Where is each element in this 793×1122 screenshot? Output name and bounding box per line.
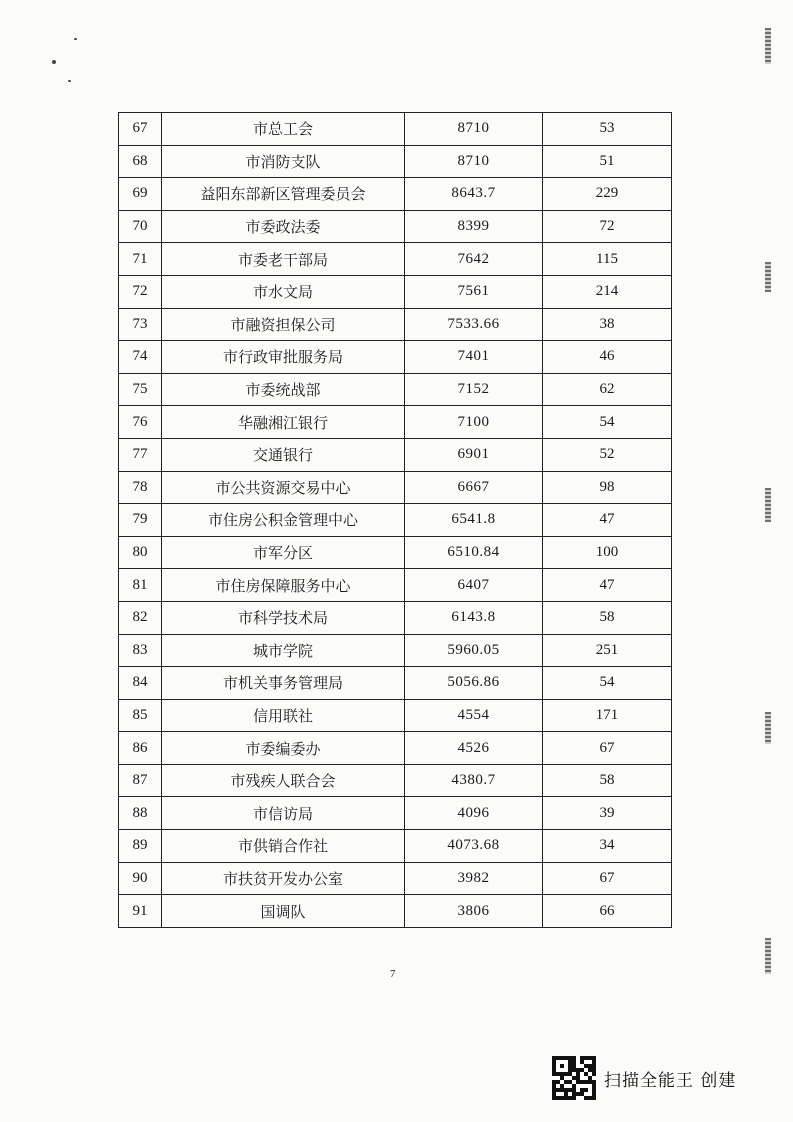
count-cell: 67 xyxy=(543,862,672,895)
table-row xyxy=(119,243,672,276)
unit-name-cell: 市委统战部 xyxy=(162,373,405,406)
row-number-cell: 73 xyxy=(119,308,162,341)
table-row xyxy=(119,764,672,797)
row-number-cell: 77 xyxy=(119,438,162,471)
amount-cell: 6143.8 xyxy=(405,601,543,634)
amount-cell: 4096 xyxy=(405,797,543,830)
row-number-cell: 84 xyxy=(119,667,162,700)
amount-cell: 4526 xyxy=(405,732,543,765)
row-number-cell: 76 xyxy=(119,406,162,439)
table-row xyxy=(119,406,672,439)
unit-name-cell: 市融资担保公司 xyxy=(162,308,405,341)
unit-name-cell: 市信访局 xyxy=(162,797,405,830)
amount-cell: 6541.8 xyxy=(405,504,543,537)
unit-name-cell: 市住房保障服务中心 xyxy=(162,569,405,602)
table-row xyxy=(119,667,672,700)
data-table xyxy=(118,112,672,928)
scan-edge-mark xyxy=(765,262,771,292)
qr-code-icon xyxy=(552,1056,596,1100)
table-row xyxy=(119,797,672,830)
scan-edge-mark xyxy=(765,28,771,64)
unit-name-cell: 城市学院 xyxy=(162,634,405,667)
row-number-cell: 78 xyxy=(119,471,162,504)
amount-cell: 3982 xyxy=(405,862,543,895)
amount-cell: 8710 xyxy=(405,113,543,146)
count-cell: 58 xyxy=(543,601,672,634)
table-row xyxy=(119,178,672,211)
count-cell: 46 xyxy=(543,341,672,374)
unit-name-cell: 益阳东部新区管理委员会 xyxy=(162,178,405,211)
unit-name-cell: 市科学技术局 xyxy=(162,601,405,634)
count-cell: 214 xyxy=(543,275,672,308)
row-number-cell: 70 xyxy=(119,210,162,243)
scan-speck xyxy=(68,80,71,82)
unit-name-cell: 市供销合作社 xyxy=(162,830,405,863)
count-cell: 66 xyxy=(543,895,672,928)
count-cell: 39 xyxy=(543,797,672,830)
unit-name-cell: 信用联社 xyxy=(162,699,405,732)
unit-name-cell: 市委老干部局 xyxy=(162,243,405,276)
unit-name-cell: 市行政审批服务局 xyxy=(162,341,405,374)
scan-edge-mark xyxy=(765,488,771,522)
table-row xyxy=(119,145,672,178)
row-number-cell: 71 xyxy=(119,243,162,276)
amount-cell: 7100 xyxy=(405,406,543,439)
row-number-cell: 85 xyxy=(119,699,162,732)
table-row xyxy=(119,699,672,732)
unit-name-cell: 市扶贫开发办公室 xyxy=(162,862,405,895)
count-cell: 251 xyxy=(543,634,672,667)
footer-watermark xyxy=(552,1056,736,1100)
unit-name-cell: 市军分区 xyxy=(162,536,405,569)
unit-name-cell: 市委编委办 xyxy=(162,732,405,765)
table-row xyxy=(119,308,672,341)
scan-speck xyxy=(74,38,77,40)
unit-name-cell: 市消防支队 xyxy=(162,145,405,178)
table-row xyxy=(119,210,672,243)
unit-name-cell: 市水文局 xyxy=(162,275,405,308)
table-row xyxy=(119,438,672,471)
unit-name-cell: 市残疾人联合会 xyxy=(162,764,405,797)
table-row xyxy=(119,275,672,308)
table-row xyxy=(119,634,672,667)
row-number-cell: 67 xyxy=(119,113,162,146)
unit-name-cell: 市住房公积金管理中心 xyxy=(162,504,405,537)
count-cell: 51 xyxy=(543,145,672,178)
amount-cell: 4380.7 xyxy=(405,764,543,797)
amount-cell: 7561 xyxy=(405,275,543,308)
amount-cell: 8399 xyxy=(405,210,543,243)
row-number-cell: 91 xyxy=(119,895,162,928)
count-cell: 47 xyxy=(543,504,672,537)
footer-text: 扫描全能王 创建 xyxy=(604,1070,737,1091)
row-number-cell: 81 xyxy=(119,569,162,602)
table-row xyxy=(119,732,672,765)
amount-cell: 8643.7 xyxy=(405,178,543,211)
row-number-cell: 68 xyxy=(119,145,162,178)
row-number-cell: 72 xyxy=(119,275,162,308)
amount-cell: 7401 xyxy=(405,341,543,374)
count-cell: 52 xyxy=(543,438,672,471)
table-row xyxy=(119,830,672,863)
amount-cell: 7152 xyxy=(405,373,543,406)
row-number-cell: 87 xyxy=(119,764,162,797)
count-cell: 54 xyxy=(543,667,672,700)
row-number-cell: 88 xyxy=(119,797,162,830)
scan-edge-mark xyxy=(765,938,771,974)
amount-cell: 8710 xyxy=(405,145,543,178)
amount-cell: 6667 xyxy=(405,471,543,504)
table-row xyxy=(119,373,672,406)
amount-cell: 6510.84 xyxy=(405,536,543,569)
table-row xyxy=(119,601,672,634)
count-cell: 62 xyxy=(543,373,672,406)
count-cell: 171 xyxy=(543,699,672,732)
table-row xyxy=(119,113,672,146)
row-number-cell: 69 xyxy=(119,178,162,211)
scan-speck xyxy=(52,60,56,64)
count-cell: 115 xyxy=(543,243,672,276)
amount-cell: 7533.66 xyxy=(405,308,543,341)
table-row xyxy=(119,341,672,374)
unit-name-cell: 市公共资源交易中心 xyxy=(162,471,405,504)
count-cell: 54 xyxy=(543,406,672,439)
count-cell: 38 xyxy=(543,308,672,341)
count-cell: 47 xyxy=(543,569,672,602)
count-cell: 229 xyxy=(543,178,672,211)
table-row xyxy=(119,471,672,504)
row-number-cell: 79 xyxy=(119,504,162,537)
table-body xyxy=(119,113,672,928)
amount-cell: 4554 xyxy=(405,699,543,732)
count-cell: 34 xyxy=(543,830,672,863)
row-number-cell: 90 xyxy=(119,862,162,895)
unit-name-cell: 市机关事务管理局 xyxy=(162,667,405,700)
row-number-cell: 83 xyxy=(119,634,162,667)
unit-name-cell: 交通银行 xyxy=(162,438,405,471)
row-number-cell: 80 xyxy=(119,536,162,569)
count-cell: 53 xyxy=(543,113,672,146)
table-row xyxy=(119,504,672,537)
count-cell: 67 xyxy=(543,732,672,765)
table-row xyxy=(119,536,672,569)
table-row xyxy=(119,569,672,602)
page-number: 7 xyxy=(390,968,396,980)
row-number-cell: 82 xyxy=(119,601,162,634)
count-cell: 72 xyxy=(543,210,672,243)
amount-cell: 5960.05 xyxy=(405,634,543,667)
table-row xyxy=(119,862,672,895)
count-cell: 58 xyxy=(543,764,672,797)
amount-cell: 7642 xyxy=(405,243,543,276)
amount-cell: 3806 xyxy=(405,895,543,928)
amount-cell: 6901 xyxy=(405,438,543,471)
amount-cell: 5056.86 xyxy=(405,667,543,700)
count-cell: 98 xyxy=(543,471,672,504)
unit-name-cell: 市总工会 xyxy=(162,113,405,146)
row-number-cell: 89 xyxy=(119,830,162,863)
table-row xyxy=(119,895,672,928)
row-number-cell: 86 xyxy=(119,732,162,765)
row-number-cell: 75 xyxy=(119,373,162,406)
unit-name-cell: 国调队 xyxy=(162,895,405,928)
unit-name-cell: 华融湘江银行 xyxy=(162,406,405,439)
amount-cell: 4073.68 xyxy=(405,830,543,863)
row-number-cell: 74 xyxy=(119,341,162,374)
count-cell: 100 xyxy=(543,536,672,569)
unit-name-cell: 市委政法委 xyxy=(162,210,405,243)
amount-cell: 6407 xyxy=(405,569,543,602)
scan-edge-mark xyxy=(765,712,771,744)
